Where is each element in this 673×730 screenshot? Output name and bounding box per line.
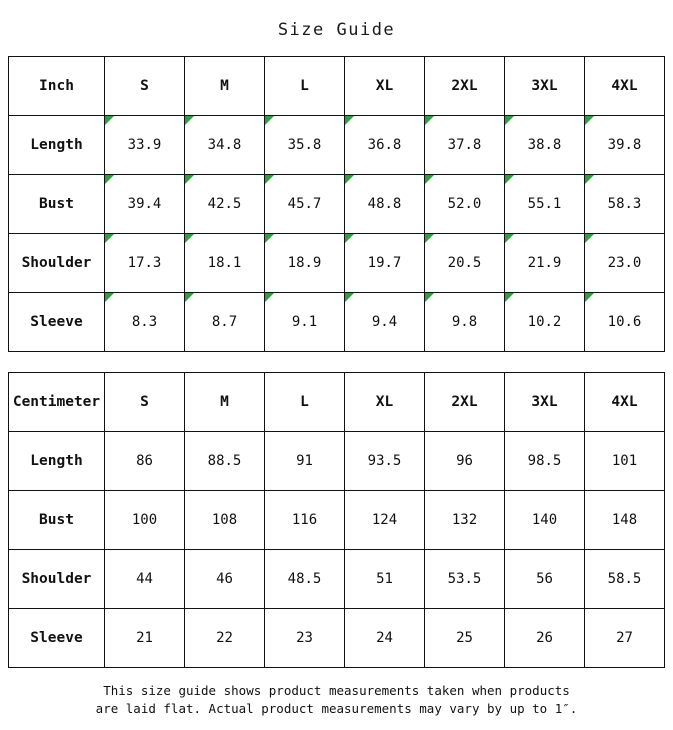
cell-length-xl: 36.8 <box>345 116 425 175</box>
cell-shoulder-l: 18.9 <box>265 234 345 293</box>
size-header-s: S <box>105 57 185 116</box>
table-row <box>9 490 665 549</box>
cell-sleeve-xl: 9.4 <box>345 293 425 352</box>
centimeter-table-wrap <box>0 372 673 668</box>
cell-bust-2xl: 52.0 <box>425 175 505 234</box>
inch-table-wrap <box>0 56 673 352</box>
cell-shoulder-3xl: 56 <box>505 549 585 608</box>
size-header-l: L <box>265 372 345 431</box>
row-label-sleeve: Sleeve <box>9 293 105 352</box>
cell-bust-4xl: 58.3 <box>585 175 665 234</box>
table-header-row <box>9 372 665 431</box>
page-title: Size Guide <box>277 20 396 40</box>
cell-shoulder-2xl: 53.5 <box>425 549 505 608</box>
cell-length-3xl: 98.5 <box>505 431 585 490</box>
size-header-s: S <box>105 372 185 431</box>
cell-sleeve-3xl: 10.2 <box>505 293 585 352</box>
size-table-inch <box>8 56 665 352</box>
cell-length-4xl: 101 <box>585 431 665 490</box>
cell-shoulder-m: 18.1 <box>185 234 265 293</box>
cell-sleeve-l: 9.1 <box>265 293 345 352</box>
cell-bust-xl: 48.8 <box>345 175 425 234</box>
cell-sleeve-2xl: 25 <box>425 608 505 667</box>
cell-length-s: 33.9 <box>105 116 185 175</box>
cell-sleeve-4xl: 27 <box>585 608 665 667</box>
table-row <box>9 234 665 293</box>
table-separator <box>0 352 673 372</box>
row-label-length: Length <box>9 431 105 490</box>
table-row <box>9 116 665 175</box>
cell-bust-m: 108 <box>185 490 265 549</box>
cell-shoulder-xl: 19.7 <box>345 234 425 293</box>
cell-shoulder-4xl: 23.0 <box>585 234 665 293</box>
size-header-m: M <box>185 372 265 431</box>
table-row <box>9 549 665 608</box>
cell-length-m: 88.5 <box>185 431 265 490</box>
row-label-bust: Bust <box>9 175 105 234</box>
cell-sleeve-3xl: 26 <box>505 608 585 667</box>
cell-shoulder-xl: 51 <box>345 549 425 608</box>
cell-length-4xl: 39.8 <box>585 116 665 175</box>
cell-length-2xl: 37.8 <box>425 116 505 175</box>
row-label-shoulder: Shoulder <box>9 549 105 608</box>
table-header-row <box>9 57 665 116</box>
row-label-sleeve: Sleeve <box>9 608 105 667</box>
row-label-length: Length <box>9 116 105 175</box>
cell-sleeve-xl: 24 <box>345 608 425 667</box>
cell-shoulder-l: 48.5 <box>265 549 345 608</box>
cell-bust-s: 100 <box>105 490 185 549</box>
cell-length-2xl: 96 <box>425 431 505 490</box>
cell-sleeve-s: 8.3 <box>105 293 185 352</box>
cell-sleeve-2xl: 9.8 <box>425 293 505 352</box>
cell-length-l: 91 <box>265 431 345 490</box>
cell-length-3xl: 38.8 <box>505 116 585 175</box>
cell-sleeve-m: 8.7 <box>185 293 265 352</box>
cell-sleeve-s: 21 <box>105 608 185 667</box>
cell-shoulder-2xl: 20.5 <box>425 234 505 293</box>
size-header-4xl: 4XL <box>585 372 665 431</box>
table-row <box>9 293 665 352</box>
cell-length-m: 34.8 <box>185 116 265 175</box>
row-label-shoulder: Shoulder <box>9 234 105 293</box>
cell-length-s: 86 <box>105 431 185 490</box>
footnote-line-1: This size guide shows product measurements taken when products <box>103 682 570 698</box>
size-header-3xl: 3XL <box>505 372 585 431</box>
cell-bust-xl: 124 <box>345 490 425 549</box>
cell-shoulder-3xl: 21.9 <box>505 234 585 293</box>
cell-length-xl: 93.5 <box>345 431 425 490</box>
cell-bust-l: 116 <box>265 490 345 549</box>
size-header-2xl: 2XL <box>425 372 505 431</box>
cell-bust-l: 45.7 <box>265 175 345 234</box>
cell-bust-s: 39.4 <box>105 175 185 234</box>
cell-bust-3xl: 140 <box>505 490 585 549</box>
table-row <box>9 608 665 667</box>
unit-label: Inch <box>9 57 105 116</box>
cell-sleeve-m: 22 <box>185 608 265 667</box>
size-header-xl: XL <box>345 372 425 431</box>
unit-label: Centimeter <box>9 372 105 431</box>
size-header-2xl: 2XL <box>425 57 505 116</box>
cell-shoulder-s: 17.3 <box>105 234 185 293</box>
footnote <box>0 668 673 730</box>
row-label-bust: Bust <box>9 490 105 549</box>
cell-shoulder-s: 44 <box>105 549 185 608</box>
cell-sleeve-4xl: 10.6 <box>585 293 665 352</box>
cell-bust-4xl: 148 <box>585 490 665 549</box>
footnote-line-2: are laid flat. Actual product measurements may vary by up to 1″. <box>95 700 578 716</box>
size-table-centimeter <box>8 372 665 668</box>
size-header-xl: XL <box>345 57 425 116</box>
size-header-4xl: 4XL <box>585 57 665 116</box>
cell-shoulder-m: 46 <box>185 549 265 608</box>
cell-sleeve-l: 23 <box>265 608 345 667</box>
cell-bust-m: 42.5 <box>185 175 265 234</box>
size-header-3xl: 3XL <box>505 57 585 116</box>
cell-length-l: 35.8 <box>265 116 345 175</box>
table-row <box>9 175 665 234</box>
cell-bust-3xl: 55.1 <box>505 175 585 234</box>
size-header-m: M <box>185 57 265 116</box>
cell-shoulder-4xl: 58.5 <box>585 549 665 608</box>
table-row <box>9 431 665 490</box>
size-header-l: L <box>265 57 345 116</box>
cell-bust-2xl: 132 <box>425 490 505 549</box>
